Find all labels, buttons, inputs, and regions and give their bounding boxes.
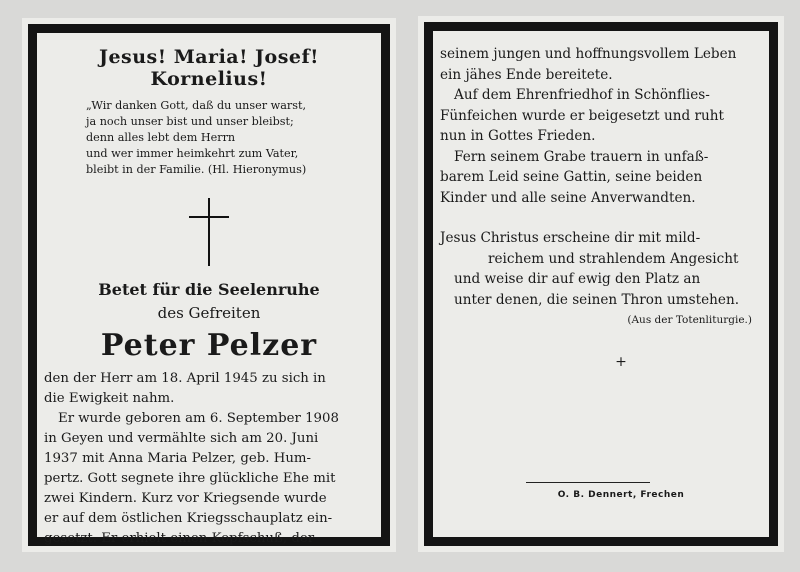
bio-line: die Ewigkeit nahm. [44, 391, 175, 406]
bio-line: 1937 mit Anna Maria Pelzer, geb. Hum- [44, 451, 311, 466]
quote-line: und wer immer heimkehrt zum Vater, [86, 147, 299, 160]
text-line: und weise dir auf ewig den Platz an [454, 271, 701, 287]
hieronymus-quote [86, 98, 374, 178]
left-content [44, 40, 374, 546]
bio-line: gesetzt. Er erhielt einen Kopfschuß, der [44, 531, 315, 546]
text-line: seinem jungen und hoffnungsvollem Leben [440, 46, 737, 62]
text-line: reichem und strahlendem Angesicht [488, 250, 739, 267]
bio-line: den der Herr am 18. April 1945 zu sich in [44, 371, 326, 386]
cross-icon [189, 198, 229, 266]
quote-line: ja noch unser bist und unser bleibst; [86, 115, 294, 128]
text-line: Fern seinem Grabe trauern in unfaß- [454, 148, 709, 165]
invocation-heading: Jesus! Maria! Josef! Kornelius! [98, 46, 320, 90]
liturgy-source: (Aus der Totenliturgie.) [627, 314, 752, 326]
text-line: unter denen, die seinen Thron umstehen. [454, 291, 740, 308]
text-line: ein jähes Ende bereitete. [440, 66, 613, 83]
text-line: barem Leid seine Gattin, seine beiden [440, 169, 703, 185]
deceased-name: Peter Pelzer [100, 328, 318, 363]
biography-text [44, 369, 374, 549]
bio-line: in Geyen und vermählte sich am 20. Juni [44, 431, 319, 446]
text-line: Kinder und alle seine Anverwandten. [440, 189, 696, 206]
bio-line: er auf dem östlichen Kriegsschauplatz ein- [44, 511, 333, 526]
bio-line: pertz. Gott segnete ihre glückliche Ehe mit [44, 471, 336, 486]
prayer-line: Betet für die Seelenruhe [98, 280, 320, 299]
quote-line: „Wir danken Gott, daß du unser warst, [86, 99, 307, 112]
liturgy-text [440, 228, 762, 310]
text-line: nun in Gottes Frieden. [440, 128, 596, 144]
left-card [22, 18, 396, 552]
bio-line: zwei Kindern. Kurz vor Kriegsende wurde [44, 491, 327, 506]
printer-divider [526, 482, 650, 483]
text-line: Fünfeichen wurde er beigesetzt und ruht [440, 107, 724, 124]
bio-line: Er wurde geboren am 6. September 1908 [58, 411, 339, 426]
text-line: Auf dem Ehrenfriedhof in Schönflies- [454, 87, 710, 103]
printer-imprint: O. B. Dennert, Frechen [557, 490, 685, 500]
quote-line: bleibt in der Familie. (Hl. Hieronymus) [86, 163, 307, 176]
small-cross-icon: + [615, 354, 627, 370]
text-line: Jesus Christus erscheine dir mit mild- [440, 230, 701, 246]
quote-line: denn alles lebt dem Herrn [86, 131, 236, 144]
continuation-text [440, 44, 762, 208]
right-card [418, 16, 784, 552]
rank-line: des Gefreiten [157, 304, 261, 322]
right-content [440, 38, 762, 532]
